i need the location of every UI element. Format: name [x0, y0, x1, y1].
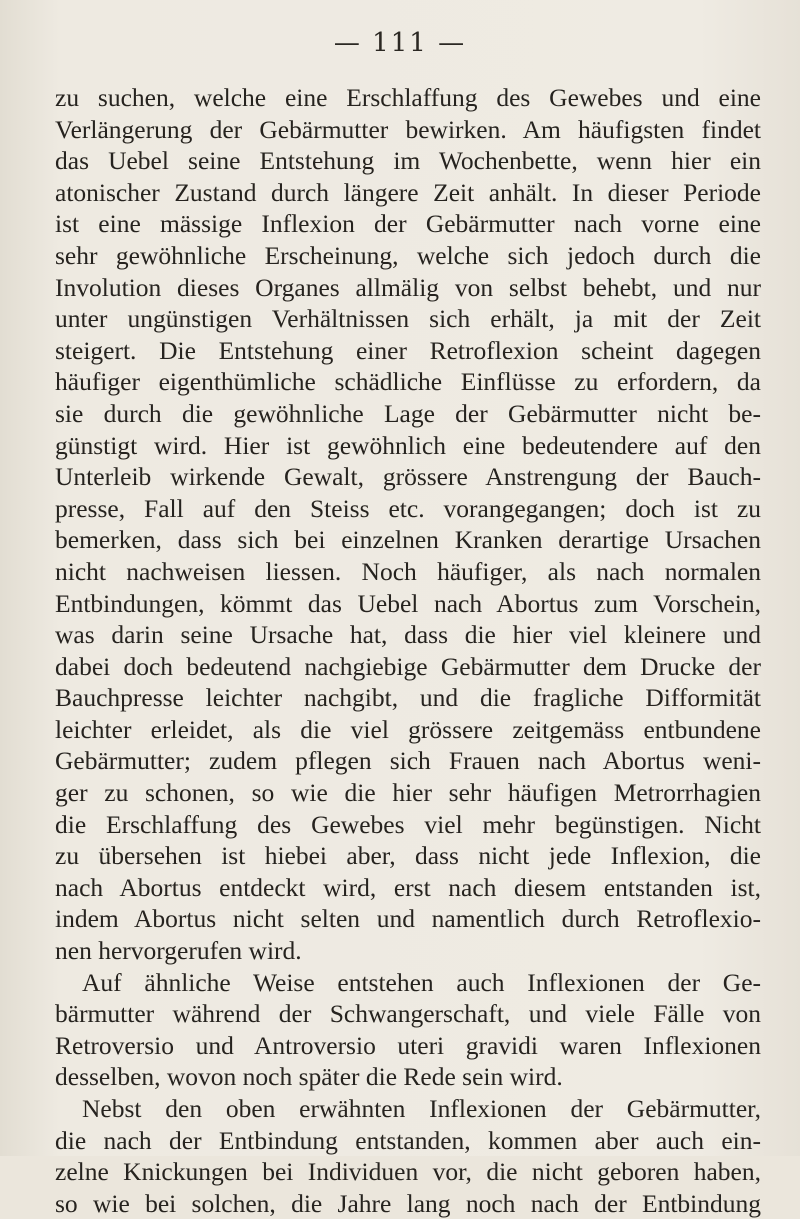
text-line: indem Abortus nicht selten und namentlich durch Retroflexio-	[55, 904, 761, 934]
text-line: zelne Knickungen bei Individuen vor, die nicht geboren haben,	[55, 1157, 761, 1187]
text-line: was darin seine Ursache hat, dass die hier viel kleinere und	[55, 620, 761, 650]
text-line: leichter erleidet, als die viel grössere zeitgemäss entbundene	[55, 714, 761, 744]
text-line: sehr gewöhnliche Erscheinung, welche sich jedoch durch die	[55, 240, 761, 270]
text-line: Retroversio und Antroversio uteri gravidi waren Inflexionen	[55, 1030, 761, 1060]
text-line: Entbindungen, kömmt das Uebel nach Abortus zum Vorschein,	[55, 588, 761, 618]
text-line: Bauchpresse leichter nachgibt, und die fragliche Difformität	[55, 683, 761, 713]
text-line: nen hervorgerufen wird.	[55, 936, 302, 966]
text-line: Nebst den oben erwähnten Inflexionen der Gebärmutter,	[82, 1094, 761, 1123]
text-line: das Uebel seine Entstehung im Wochenbette, wenn hier ein	[55, 146, 761, 176]
text-line: desselben, wovon noch später die Rede sein wird.	[55, 1062, 563, 1092]
text-line: presse, Fall auf den Steiss etc. vorangegangen; doch ist zu	[55, 493, 761, 523]
text-line: Gebärmutter; zudem pflegen sich Frauen nach Abortus weni-	[55, 746, 761, 776]
text-line: Unterleib wirkende Gewalt, grössere Anstrengung der Bauch-	[55, 462, 761, 492]
text-line: dabei doch bedeutend nachgiebige Gebärmutter dem Drucke der	[55, 651, 761, 681]
body-text	[55, 82, 761, 1219]
text-line: zu suchen, welche eine Erschlaffung des Gewebes und eine	[55, 83, 761, 112]
page-number-header: — 111 —	[333, 28, 467, 58]
text-line: nicht nachweisen liessen. Noch häufiger, als nach normalen	[55, 556, 761, 586]
text-line: Auf ähnliche Weise entstehen auch Inflexionen der Ge-	[82, 967, 761, 997]
text-line: bemerken, dass sich bei einzelnen Kranken derartige Ursachen	[55, 525, 761, 555]
text-line: nach Abortus entdeckt wird, erst nach diesem entstanden ist,	[55, 872, 761, 902]
text-line: günstigt wird. Hier ist gewöhnlich eine bedeutendere auf den	[55, 430, 761, 460]
text-line: so wie bei solchen, die Jahre lang noch nach der Entbindung	[55, 1188, 761, 1218]
text-line: sie durch die gewöhnliche Lage der Gebärmutter nicht be-	[55, 398, 761, 428]
text-line: ist eine mässige Inflexion der Gebärmutter nach vorne eine	[55, 209, 761, 239]
text-line: Verlängerung der Gebärmutter bewirken. Am häufigsten findet	[55, 114, 761, 144]
text-line: atonischer Zustand durch längere Zeit anhält. In dieser Periode	[55, 177, 761, 207]
text-line: die nach der Entbindung entstanden, kommen aber auch ein-	[55, 1125, 761, 1155]
text-line: zu übersehen ist hiebei aber, dass nicht jede Inflexion, die	[55, 841, 761, 871]
text-line: die Erschlaffung des Gewebes viel mehr begünstigen. Nicht	[55, 809, 761, 839]
text-line: unter ungünstigen Verhältnissen sich erhält, ja mit der Zeit	[55, 304, 761, 334]
text-line: Involution dieses Organes allmälig von selbst behebt, und nur	[55, 272, 761, 302]
text-line: ger zu schonen, so wie die hier sehr häufigen Metrorrhagien	[55, 778, 761, 808]
text-line: bärmutter während der Schwangerschaft, und viele Fälle von	[55, 999, 761, 1029]
text-line: steigert. Die Entstehung einer Retroflexion scheint dagegen	[55, 335, 761, 365]
text-line: häufiger eigenthümliche schädliche Einflüsse zu erfordern, da	[55, 367, 761, 397]
